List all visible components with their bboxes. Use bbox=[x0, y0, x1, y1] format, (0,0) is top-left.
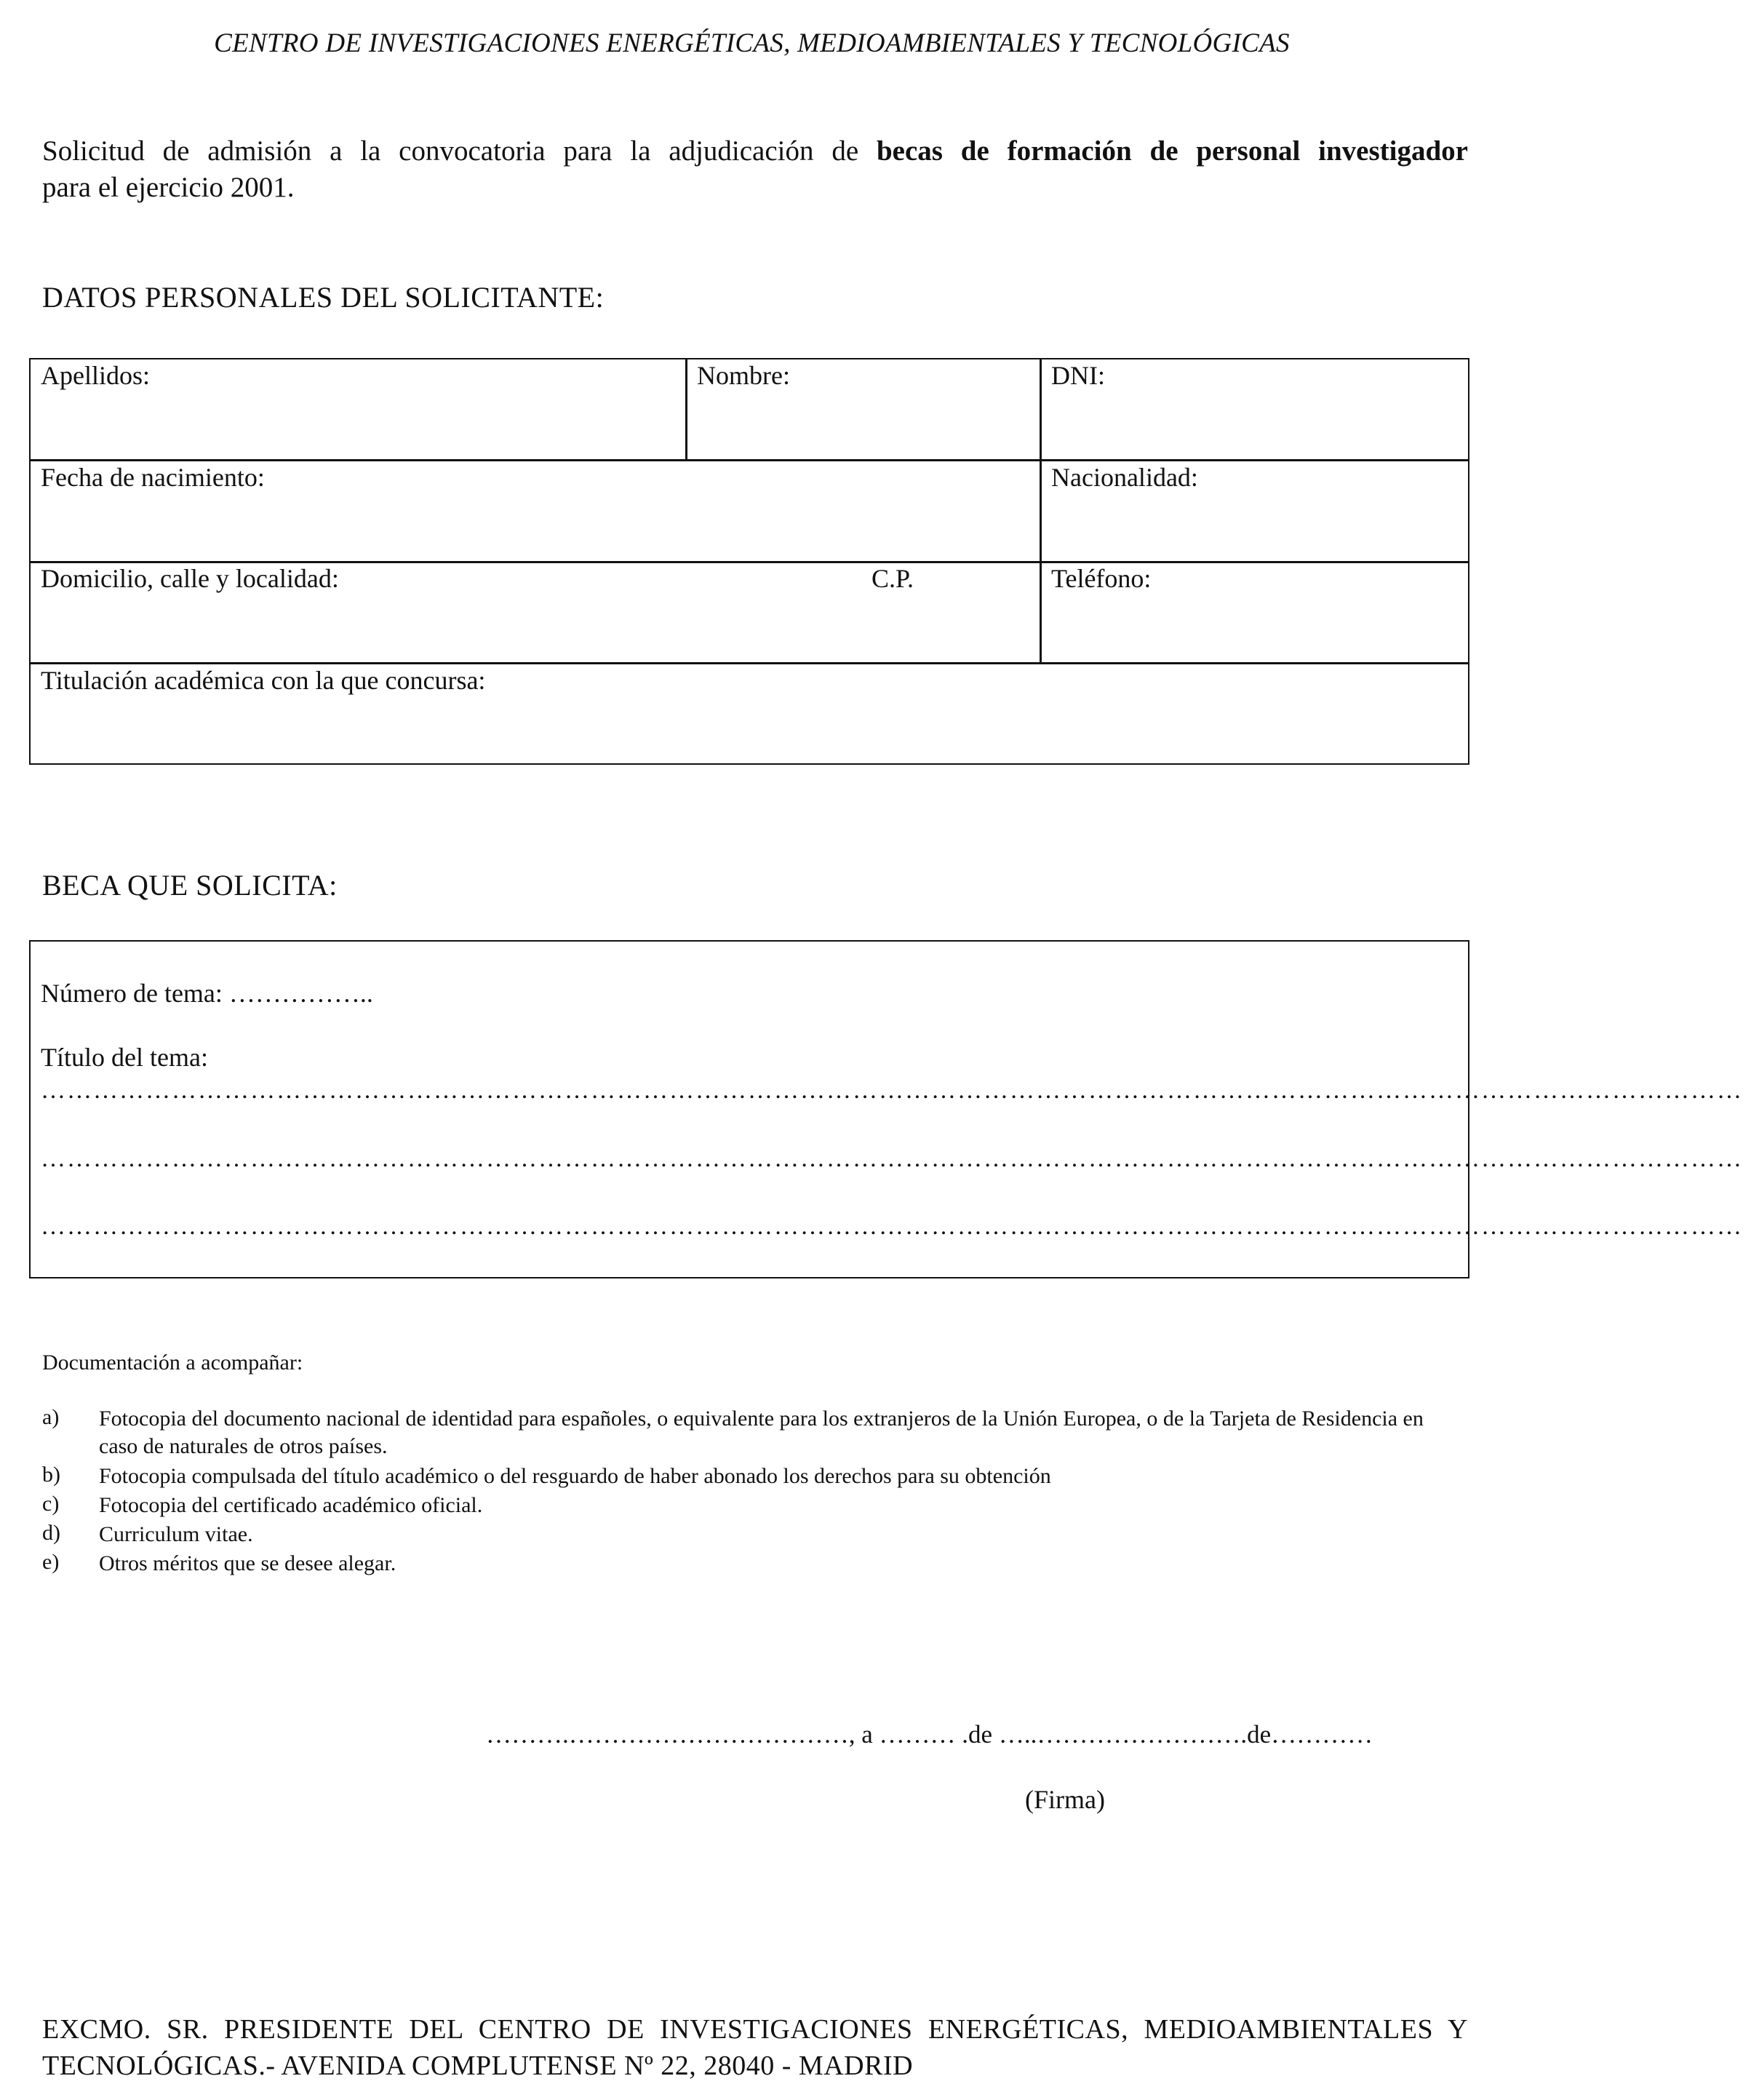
intro-prefix: Solicitud de admisión a la convocatoria para la adjudicación de bbox=[42, 135, 877, 167]
apellidos-field[interactable]: Apellidos: bbox=[41, 361, 150, 390]
dni-field[interactable]: DNI: bbox=[1051, 361, 1105, 390]
document-header-title: CENTRO DE INVESTIGACIONES ENERGÉTICAS, MEDIOAMBIENTALES Y TECNOLÓGICAS bbox=[214, 28, 1290, 58]
doc-item-text: Fotocopia compulsada del título académico o del resguardo de haber abonado los derechos para su obtención bbox=[99, 1464, 1051, 1488]
column-divider bbox=[685, 358, 687, 461]
nombre-field[interactable]: Nombre: bbox=[697, 361, 790, 390]
doc-item-letter: b) bbox=[42, 1463, 60, 1487]
intro-suffix: para el ejercicio 2001. bbox=[42, 172, 295, 203]
beca-section-title: BECA QUE SOLICITA: bbox=[42, 869, 338, 902]
row-divider bbox=[29, 662, 1469, 664]
footer-address-line-1: EXCMO. SR. PRESIDENTE DEL CENTRO DE INVESTIGACIONES ENERGÉTICAS, MEDIOAMBIENTALES Y bbox=[42, 2014, 1468, 2045]
column-divider bbox=[1040, 358, 1042, 664]
titulo-tema-line-3[interactable]: …………………………………………………………………………………………………………………………………………………………………………… bbox=[41, 1213, 1743, 1240]
doc-item-text: Otros méritos que se desee alegar. bbox=[99, 1551, 396, 1575]
telefono-field[interactable]: Teléfono: bbox=[1051, 564, 1152, 593]
doc-item-letter: d) bbox=[42, 1521, 60, 1545]
titulo-tema-line-2[interactable]: …………………………………………………………………………………………………………………………………………………………………………… bbox=[41, 1145, 1743, 1172]
place-date-line[interactable]: ……….……………………………, a ……… .de …..…………………….de………… bbox=[486, 1720, 1373, 1749]
doc-item-text: Fotocopia del certificado académico oficial. bbox=[99, 1493, 483, 1517]
intro-paragraph bbox=[42, 133, 1468, 170]
footer-address-line-2: TECNOLÓGICAS.- AVENIDA COMPLUTENSE Nº 22, 28040 - MADRID bbox=[42, 2051, 914, 2081]
personal-section-title: DATOS PERSONALES DEL SOLICITANTE: bbox=[42, 281, 605, 314]
titulo-tema-label: Título del tema: bbox=[41, 1043, 208, 1072]
row-divider bbox=[29, 561, 1469, 563]
firma-label: (Firma) bbox=[1025, 1785, 1105, 1814]
documentacion-title: Documentación a acompañar: bbox=[42, 1351, 303, 1375]
domicilio-field[interactable]: Domicilio, calle y localidad: bbox=[41, 564, 339, 593]
row-divider bbox=[29, 459, 1469, 461]
cp-field[interactable]: C.P. bbox=[872, 564, 914, 593]
numero-tema-field[interactable]: Número de tema: …………….. bbox=[41, 979, 373, 1008]
titulacion-field[interactable]: Titulación académica con la que concursa: bbox=[41, 666, 486, 695]
doc-item-letter: c) bbox=[42, 1492, 60, 1516]
nacionalidad-field[interactable]: Nacionalidad: bbox=[1051, 463, 1198, 492]
doc-item-text: Fotocopia del documento nacional de identidad para españoles, o equivalente para los extranjeros de la Unión Europea, o de la Tarjeta de Residencia en caso de naturales de otros países. bbox=[99, 1407, 1424, 1458]
doc-item-letter: a) bbox=[42, 1405, 60, 1429]
fecha-nacimiento-field[interactable]: Fecha de nacimiento: bbox=[41, 463, 265, 492]
doc-item-letter: e) bbox=[42, 1550, 60, 1574]
doc-item-text: Curriculum vitae. bbox=[99, 1522, 253, 1546]
intro-bold-phrase: becas de formación de personal investigador bbox=[876, 135, 1468, 167]
titulo-tema-line-1[interactable]: …………………………………………………………………………………………………………………………………………………………………………… bbox=[41, 1077, 1743, 1104]
